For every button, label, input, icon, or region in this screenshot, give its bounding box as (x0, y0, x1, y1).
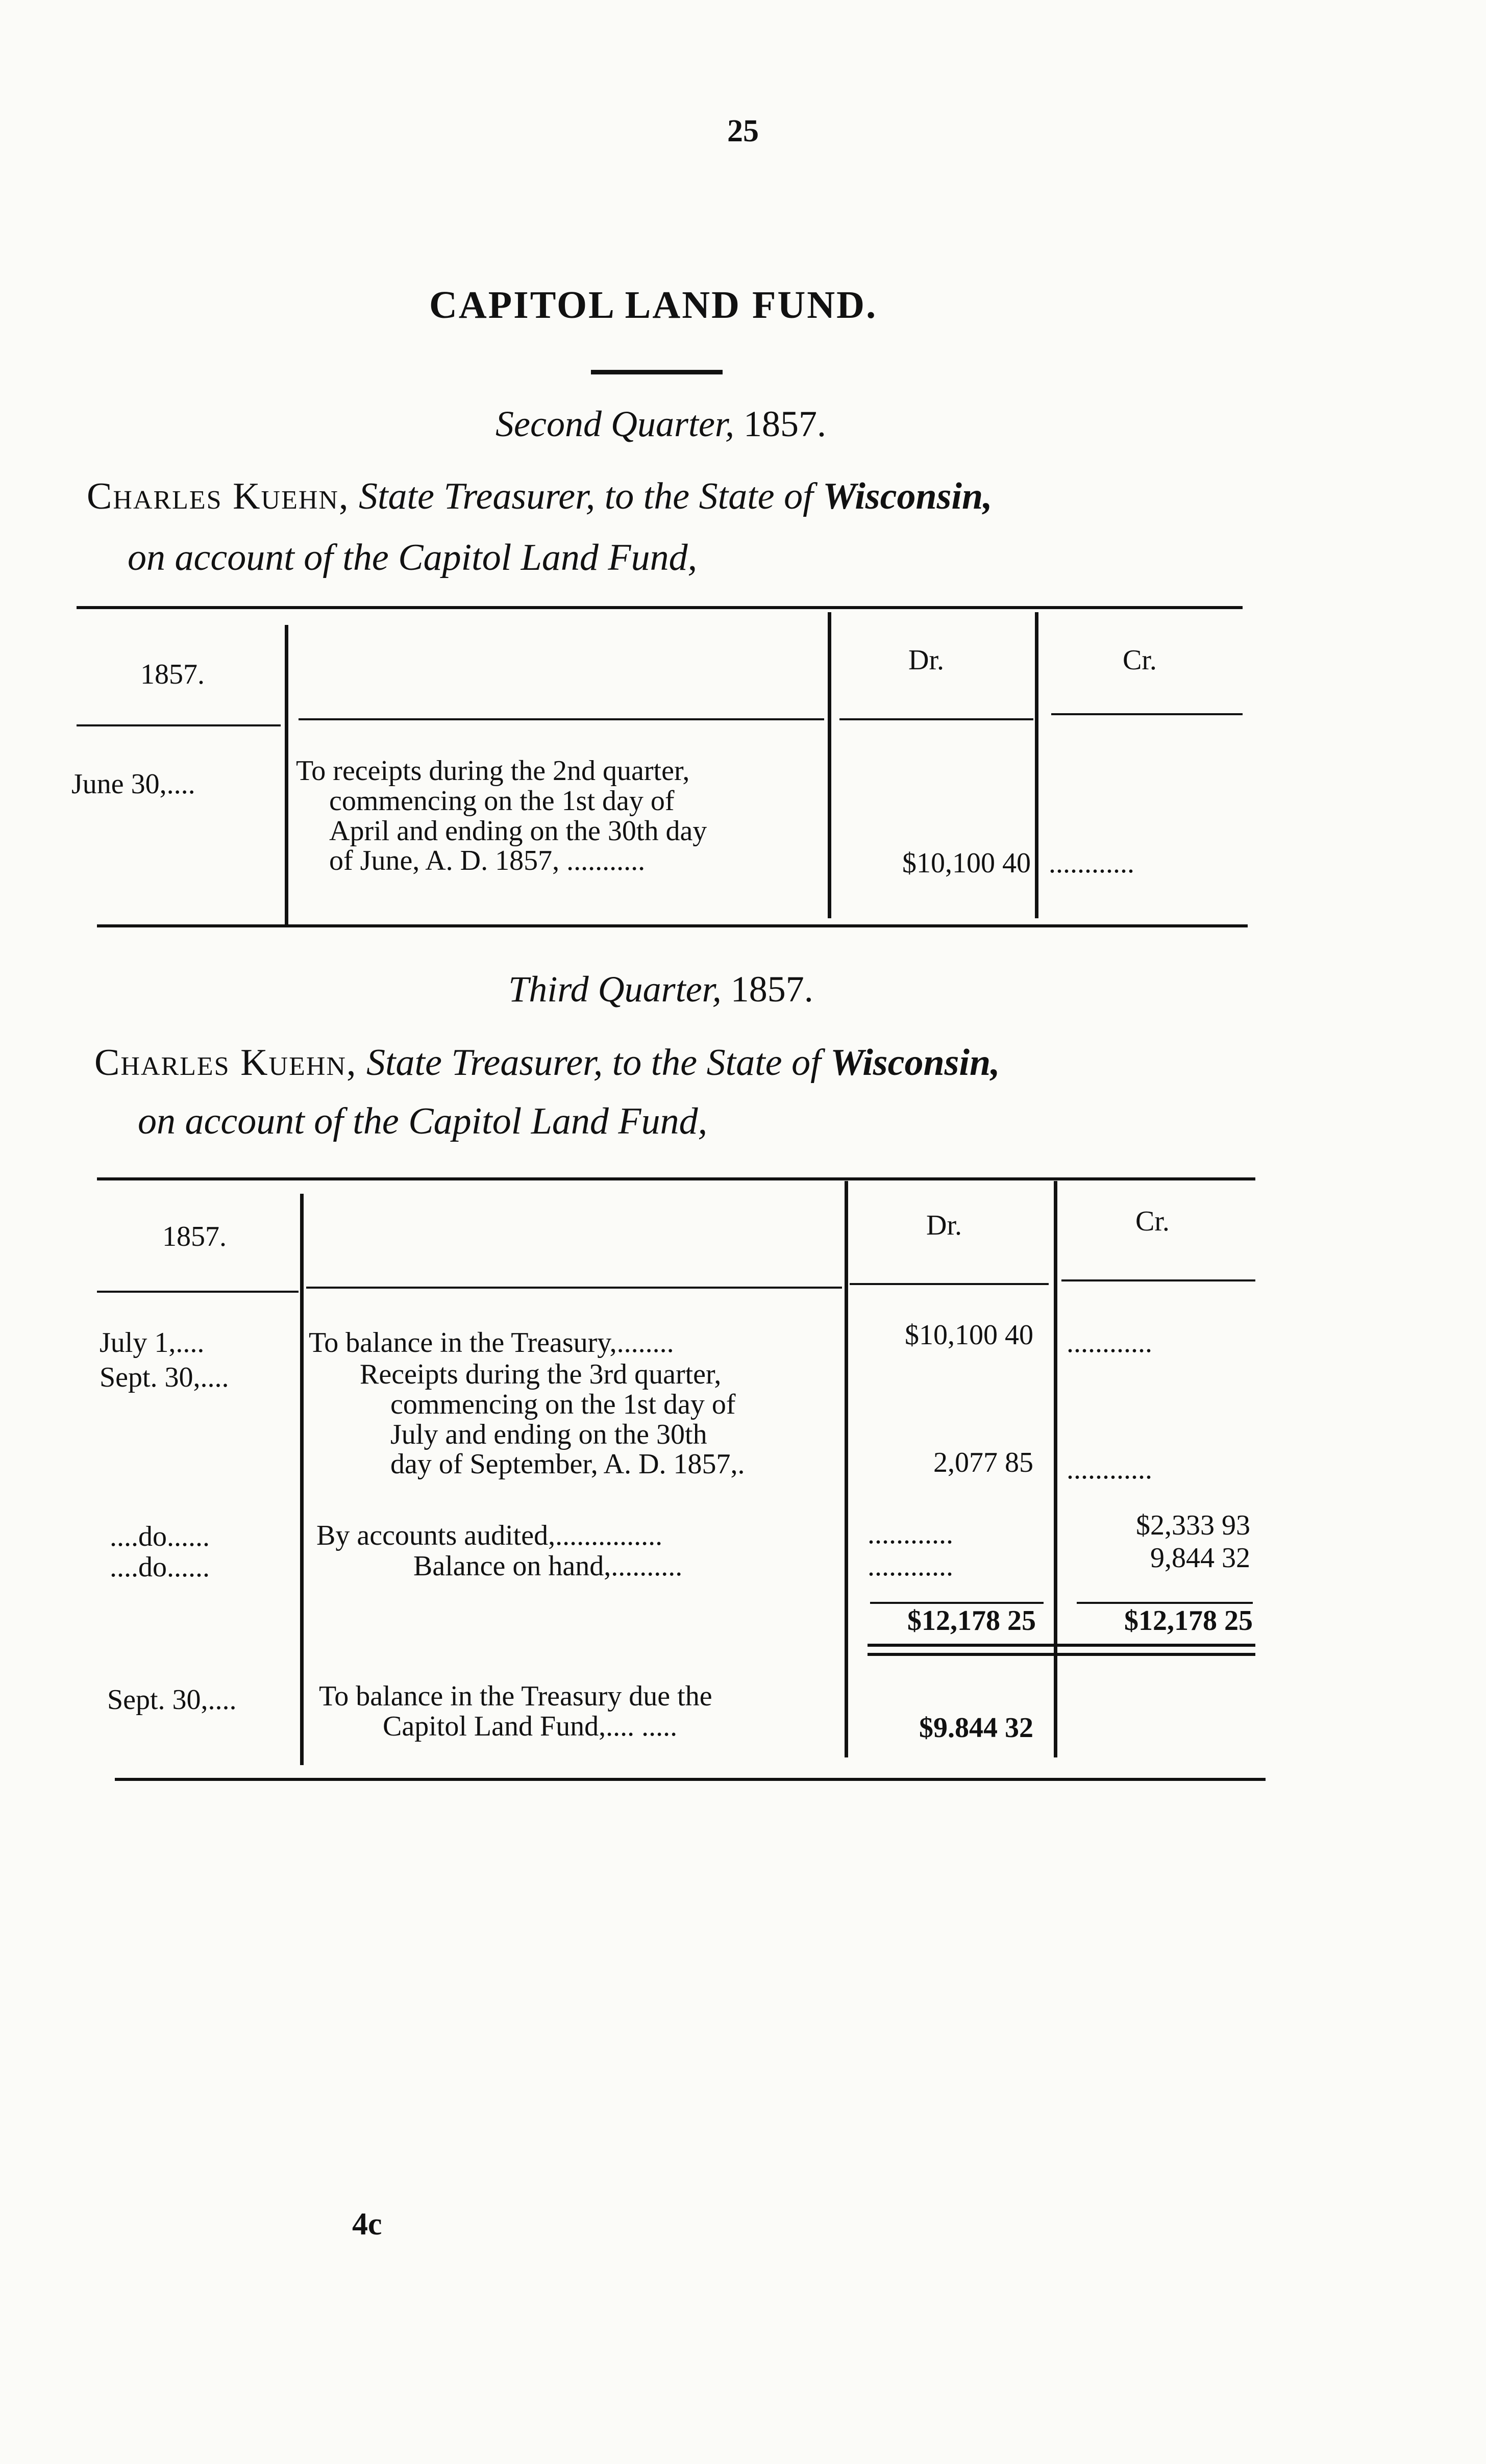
table2-row3-dr-amount: ............ (868, 1518, 953, 1550)
treasurer-name: Charles Kuehn, (87, 475, 350, 517)
table1-row-description (296, 756, 707, 876)
totals-rule-dr (870, 1602, 1044, 1604)
third-quarter-heading (0, 968, 1322, 1011)
table2-row4-dr-amount: ............ (868, 1550, 953, 1582)
second-quarter-account-line-1 (87, 472, 993, 521)
treasurer-role: State Treasurer, to the State of (358, 475, 813, 517)
description-line: commencing on the 1st day of (390, 1388, 736, 1420)
table2-bottom-rule (115, 1778, 1266, 1781)
description-line: To receipts during the 2nd quarter, (296, 755, 690, 787)
table2-header-rule-year (97, 1291, 299, 1293)
table1-header-rule-desc (299, 718, 824, 720)
title-rule (591, 370, 723, 374)
table2-vrule-1 (300, 1194, 304, 1765)
table2-row2-dr-amount: 2,077 85 (933, 1447, 1033, 1478)
table2-row3-description: By accounts audited,............... (316, 1520, 663, 1551)
description-line: To balance in the Treasury due the (319, 1680, 712, 1712)
description-line: Receipts during the 3rd quarter, (360, 1359, 722, 1390)
totals-double-rule-1 (868, 1644, 1255, 1647)
table2-top-rule (97, 1177, 1255, 1180)
table1-dr-header: Dr. (908, 644, 944, 676)
table2-row5-date: Sept. 30,.... (107, 1684, 237, 1716)
table2-header-rule-dr (850, 1283, 1049, 1285)
table1-top-rule (77, 606, 1243, 609)
table1-year-header: 1857. (140, 659, 205, 690)
table2-row1-cr-amount: ............ (1067, 1327, 1152, 1359)
table2-row5-dr-amount: $9.844 32 (919, 1712, 1033, 1744)
table2-header-rule-cr (1061, 1279, 1255, 1281)
table2-row1-dr-amount: $10,100 40 (905, 1319, 1033, 1351)
table1-vrule-1 (285, 625, 288, 926)
third-quarter-year: 1857. (730, 969, 813, 1010)
third-quarter-account-line-2: on account of the Capitol Land Fund, (138, 1100, 708, 1142)
table2-vrule-3 (1054, 1181, 1057, 1757)
description-line: commencing on the 1st day of (329, 785, 675, 817)
description-line: April and ending on the 30th day (329, 815, 707, 847)
table2-row2-date: Sept. 30,.... (100, 1362, 229, 1393)
totals-rule-cr (1077, 1602, 1253, 1604)
table2-cr-header: Cr. (1135, 1205, 1170, 1237)
printer-signature-mark: 4c (352, 2207, 382, 2242)
table1-vrule-3 (1035, 612, 1038, 918)
second-quarter-label: Second Quarter, (496, 404, 734, 444)
table2-total-dr: $12,178 25 (907, 1605, 1036, 1637)
table1-row-dr-amount: $10,100 40 (902, 847, 1031, 879)
second-quarter-heading (0, 403, 1322, 445)
table1-row-date: June 30,.... (71, 768, 195, 800)
table2-row5-description (319, 1681, 712, 1742)
table1-row-cr-amount: ............ (1049, 847, 1134, 879)
state-name: Wisconsin, (830, 1042, 1000, 1084)
table2-header-rule-desc (306, 1287, 842, 1289)
second-quarter-year: 1857. (743, 404, 826, 444)
table2-row4-cr-amount: 9,844 32 (1150, 1542, 1250, 1574)
description-line: Capitol Land Fund,.... ..... (383, 1710, 678, 1742)
totals-double-rule-2 (868, 1653, 1255, 1656)
table2-year-header: 1857. (162, 1221, 227, 1252)
third-quarter-label: Third Quarter, (508, 969, 722, 1010)
second-quarter-account-line-2: on account of the Capitol Land Fund, (128, 537, 698, 579)
table2-dr-header: Dr. (926, 1210, 962, 1241)
table1-header-rule-dr (839, 718, 1033, 720)
table2-vrule-2 (845, 1181, 848, 1757)
treasurer-role: State Treasurer, to the State of (366, 1042, 821, 1084)
table2-row4-description: Balance on hand,.......... (413, 1550, 683, 1582)
table2-row1-description: To balance in the Treasury,........ (309, 1327, 674, 1359)
third-quarter-account-line-1 (94, 1038, 1000, 1087)
table2-row2-cr-amount: ............ (1067, 1453, 1152, 1485)
description-line: of June, A. D. 1857, ........... (329, 845, 646, 877)
table2-row4-date: ....do...... (110, 1551, 210, 1583)
description-line: day of September, A. D. 1857,. (390, 1448, 745, 1480)
treasurer-name: Charles Kuehn, (94, 1042, 357, 1084)
table2-row3-date: ....do...... (110, 1521, 210, 1552)
page-title: CAPITOL LAND FUND. (429, 284, 878, 326)
table1-bottom-rule (97, 924, 1248, 927)
table1-cr-header: Cr. (1123, 644, 1157, 676)
table1-header-rule-year (77, 724, 281, 726)
table1-vrule-2 (828, 612, 831, 918)
state-name: Wisconsin, (823, 475, 993, 517)
table2-row1-date: July 1,.... (100, 1327, 205, 1359)
table1-header-rule-cr (1051, 713, 1243, 715)
table2-row2-description (360, 1360, 745, 1479)
page-number: 25 (727, 114, 759, 148)
table2-row3-cr-amount: $2,333 93 (1136, 1510, 1250, 1541)
description-line: July and ending on the 30th (390, 1418, 707, 1450)
table2-total-cr: $12,178 25 (1124, 1605, 1253, 1637)
